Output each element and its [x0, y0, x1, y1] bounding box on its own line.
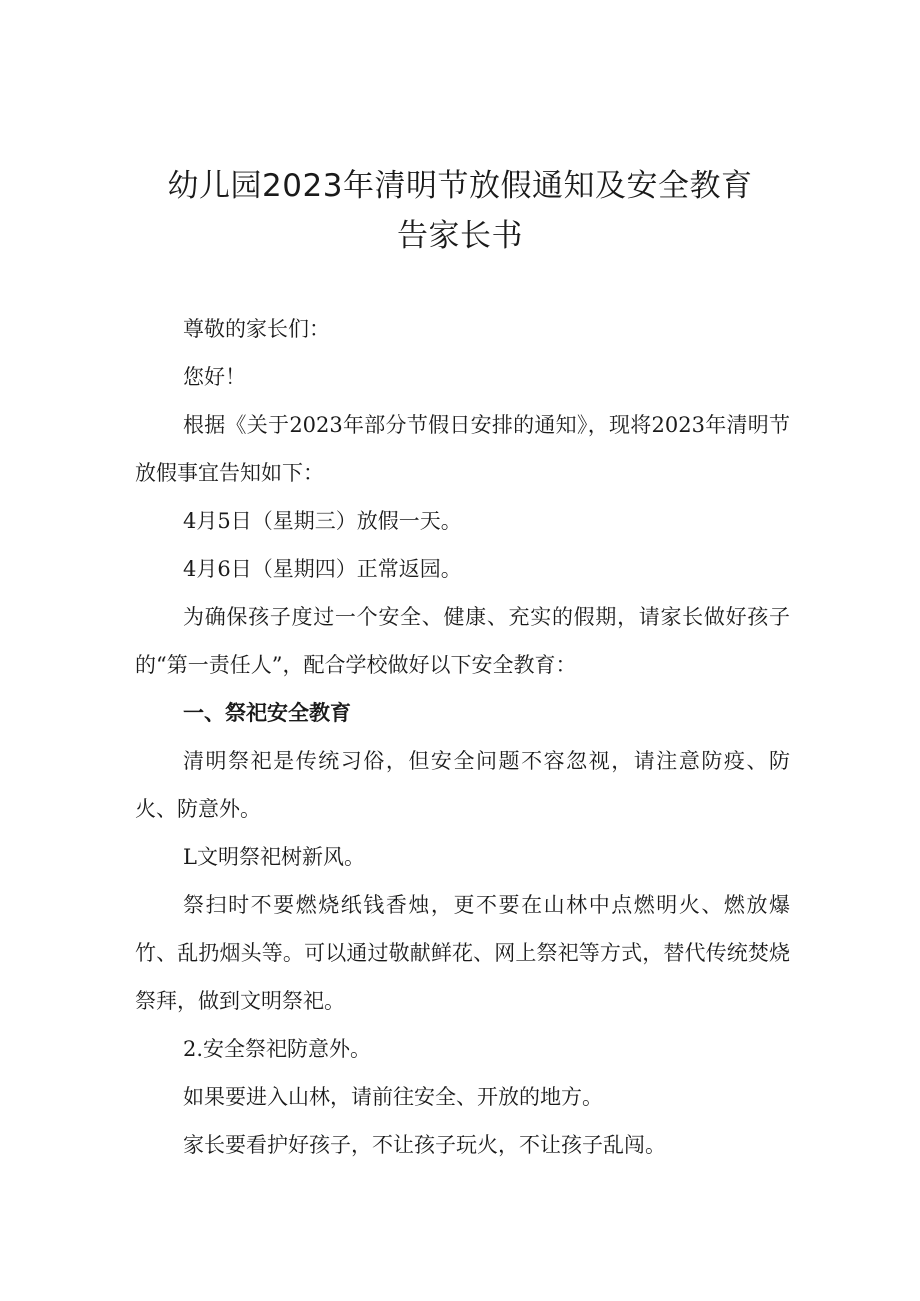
holiday-date-line: 4月5日（星期三）放假一天。 — [183, 509, 462, 533]
document-title-line2: 告家长书 — [397, 218, 523, 254]
salutation: 尊敬的家长们： — [183, 317, 330, 341]
document-title-line1: 幼儿园2023年清明节放假通知及安全教育 — [167, 168, 753, 204]
item2-text-line1: 如果要进入山林，请前往安全、开放的地方。 — [183, 1085, 603, 1109]
item1-paragraph: 祭扫时不要燃烧纸钱香烛，更不要在山林中点燃明火、燃放爆竹、乱扔烟头等。可以通过敬献鲜花、网上祭祀等方式，替代传统焚烧祭拜，做到文明祭祀。 — [135, 893, 790, 1013]
item2-text-line2: 家长要看护好孩子，不让孩子玩火，不让孩子乱闯。 — [183, 1133, 666, 1157]
intro-paragraph: 根据《关于2023年部分节假日安排的通知》，现将2023年清明节放假事宜告知如下： — [135, 413, 790, 485]
responsibility-paragraph: 为确保孩子度过一个安全、健康、充实的假期，请家长做好孩子的“第一责任人”，配合学校做好以下安全教育： — [135, 605, 790, 677]
return-date-line: 4月6日（星期四）正常返园。 — [183, 557, 462, 581]
item2-title: 2.安全祭祀防意外。 — [183, 1037, 372, 1061]
section1-intro-paragraph: 清明祭祀是传统习俗，但安全问题不容忽视，请注意防疫、防火、防意外。 — [135, 749, 790, 821]
section1-heading: 一、祭祀安全教育 — [183, 701, 351, 725]
item1-title: L文明祭祀树新风。 — [183, 845, 365, 869]
greeting: 您好！ — [183, 365, 246, 389]
